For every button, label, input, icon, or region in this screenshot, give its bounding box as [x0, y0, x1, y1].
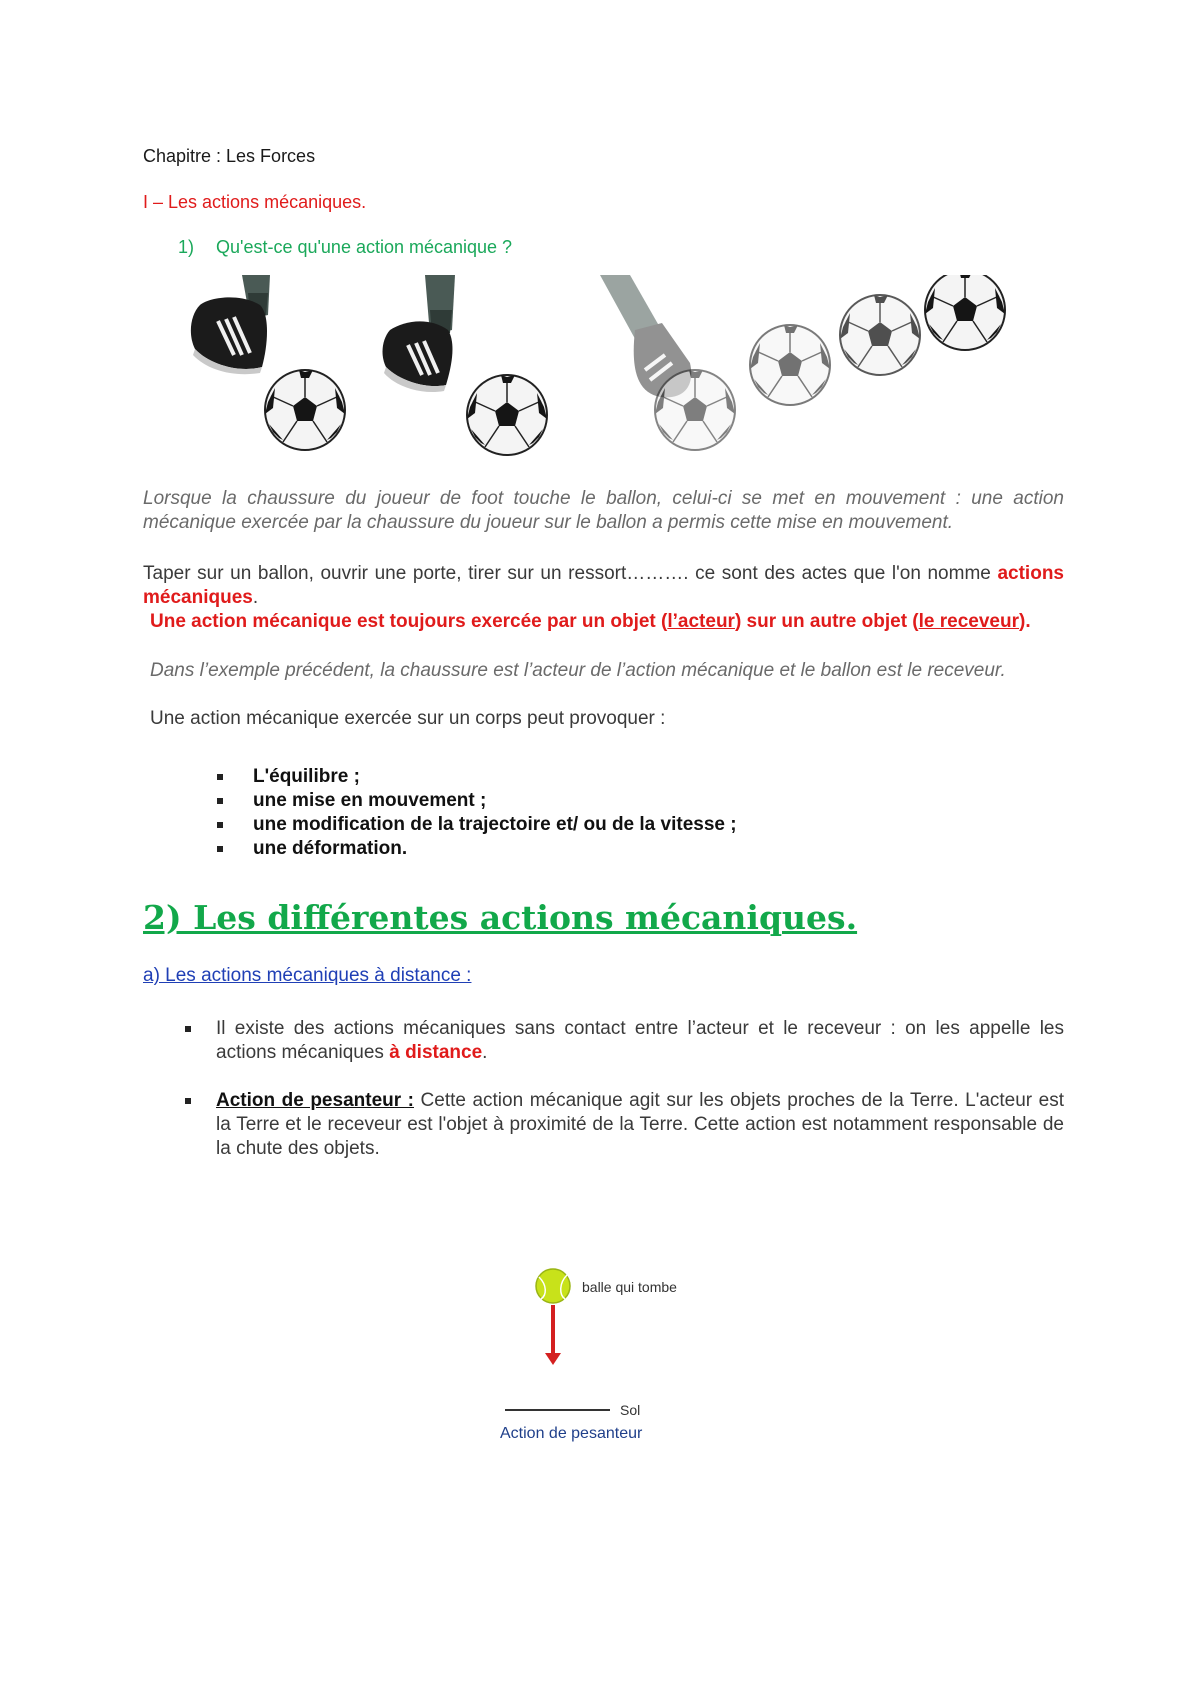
subsection-a-title: a) Les actions mécaniques à distance :: [143, 965, 472, 986]
acteur-term: l’acteur: [667, 611, 735, 632]
pesanteur-label: Action de pesanteur :: [216, 1090, 414, 1111]
bullet-icon: [217, 774, 223, 780]
kick-illustration: [190, 275, 1090, 470]
list-item: Action de pesanteur : Cette action mécanique agit sur les objets proches de la Terre. L'acteur est la Terre et le receveur est l'objet à proximité de la Terre. Cette action est notamment responsable de la chute des objets.: [216, 1089, 1064, 1161]
subsection-text: Qu'est-ce qu'une action mécanique ?: [216, 237, 513, 257]
example-paragraph: Dans l’exemple précédent, la chaussure est l’acteur de l’action mécanique et le ballon est le receveur.: [150, 660, 1006, 681]
list-item: une mise en mouvement ;: [253, 789, 1053, 813]
bullet-icon: [217, 846, 223, 852]
section2-title: 2) Les différentes actions mécaniques.: [143, 898, 858, 937]
figure-caption: Action de pesanteur: [500, 1425, 643, 1442]
foot-2: [383, 275, 455, 392]
effects-list: [253, 765, 1053, 861]
receveur-term: le receveur: [918, 611, 1019, 632]
effects-intro: Une action mécanique exercée sur un corps peut provoquer :: [150, 708, 666, 729]
tennis-ball-icon: [536, 1269, 570, 1303]
list-item: L'équilibre ;: [253, 765, 1053, 789]
a-distance-term: à distance: [389, 1042, 483, 1063]
list-item: une modification de la trajectoire et/ ou de la vitesse ;: [253, 813, 1053, 837]
subsection-number: 1): [178, 237, 195, 257]
paragraph-actes-text: Taper sur un ballon, ouvrir une porte, tirer sur un ressort………. ce sont des actes que l'on nomme: [143, 563, 998, 584]
bullet-icon: [185, 1098, 191, 1104]
ball-label: balle qui tombe: [582, 1279, 677, 1295]
section-title: I – Les actions mécaniques.: [143, 192, 367, 212]
bullet-icon: [217, 798, 223, 804]
bullet-icon: [217, 822, 223, 828]
definition-paragraph: Une action mécanique est toujours exercée par un objet (l’acteur) sur un autre objet (le receveur).: [150, 611, 1031, 632]
intro-paragraph: Lorsque la chaussure du joueur de foot touche le ballon, celui-ci se met en mouvement : une action mécanique exercée par la chaussure du joueur sur le ballon a permis cette mise en mouvement.: [143, 488, 1064, 533]
ground-label: Sol: [620, 1402, 641, 1418]
subsection-title: [178, 237, 512, 258]
bullet-icon: [185, 1026, 191, 1032]
distance-list: [216, 1017, 1064, 1161]
foot-1: [191, 275, 270, 374]
list-item: Il existe des actions mécaniques sans contact entre l’acteur et le receveur : on les appelle les actions mécaniques à distance.: [216, 1017, 1064, 1065]
chapter-title: Chapitre : Les Forces: [143, 146, 316, 166]
list-item: une déformation.: [253, 837, 1053, 861]
actions-mecaniques-term: actions mécaniques: [143, 563, 1064, 608]
paragraph-actes: Taper sur un ballon, ouvrir une porte, tirer sur un ressort………. ce sont des actes que l'on nomme actions mécaniques.: [143, 563, 1064, 608]
